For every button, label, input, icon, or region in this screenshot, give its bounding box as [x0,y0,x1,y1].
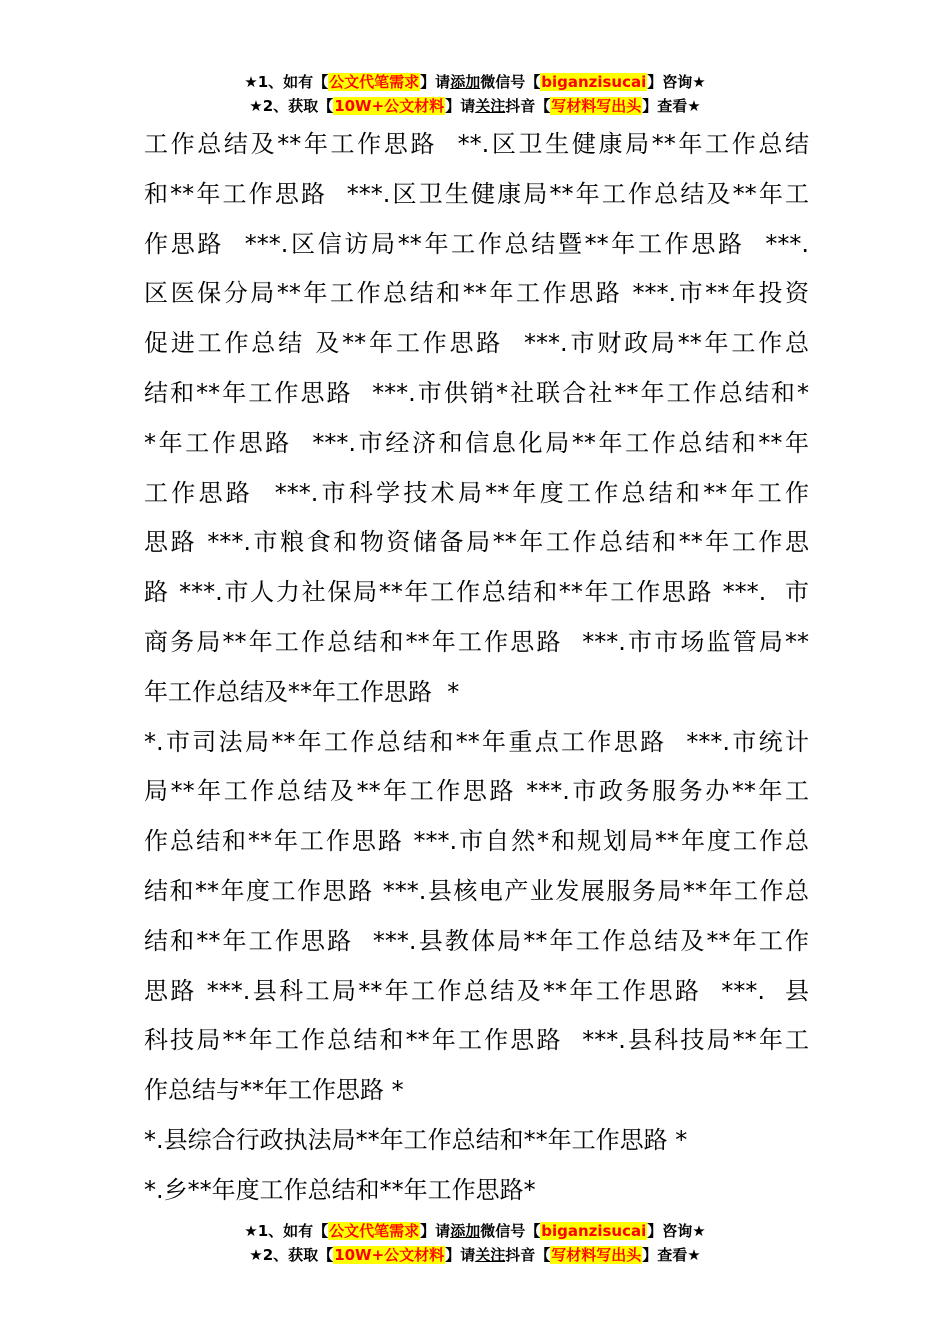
banner-underlined-text: 关注 [475,97,506,115]
body-line: 商务局**年工作总结和**年工作思路 ***.市市场监管局** [144,627,809,656]
highlight-wechat-id: biganzisucai [541,73,647,91]
body-line: *.乡**年度工作总结和**年工作思路* [144,1175,536,1204]
banner-text: 】请 [420,73,451,91]
banner-text: 抖音【 [505,97,551,115]
banner-text: ★2、获取【 [249,97,334,115]
banner-underlined-text: 添加 [450,73,481,91]
highlight-douyin-account: 写材料写出头 [551,1246,642,1264]
body-line: 促进工作总结 及**年工作思路 ***.市财政局**年工作总 [144,329,809,358]
highlight-service: 公文代笔需求 [329,1222,420,1240]
banner-text: ★2、获取【 [249,1246,334,1264]
highlight-wechat-id: biganzisucai [541,1222,647,1240]
body-line: *.市司法局**年工作总结和**年重点工作思路 ***.市统计 [144,727,809,756]
footer-banner-line-2 [0,1243,950,1267]
body-line: 作总结与**年工作思路 * [144,1076,404,1105]
banner-underlined-text: 添加 [450,1222,481,1240]
body-line: 区医保分局**年工作总结和**年工作思路 ***.市**年投资 [144,279,809,308]
banner-text: 抖音【 [505,1246,551,1264]
body-line: 思路 ***.市粮食和物资储备局**年工作总结和**年工作思 [144,528,809,557]
highlight-materials: 10W+公文材料 [334,1246,445,1264]
banner-text: 】咨询★ [647,1222,706,1240]
footer-banner-line-1 [0,1219,950,1243]
body-line: 路 ***.市人力社保局**年工作总结和**年工作思路 ***. 市 [144,578,809,607]
body-line: 结和**年工作思路 ***.县教体局**年工作总结及**年工作 [144,926,809,955]
body-line: *.县综合行政执法局**年工作总结和**年工作思路 * [144,1125,688,1154]
body-line: 结和**年工作思路 ***.市供销*社联合社**年工作总结和* [144,378,809,407]
highlight-douyin-account: 写材料写出头 [551,97,642,115]
banner-text: 微信号【 [480,1222,541,1240]
header-banner-line-1 [0,70,950,94]
banner-text: 】咨询★ [647,73,706,91]
banner-underlined-text: 关注 [475,1246,506,1264]
banner-text: 】请 [420,1222,451,1240]
document-body [144,120,809,1216]
banner-text: ★1、如有【 [244,73,329,91]
banner-text: 】请 [445,1246,476,1264]
banner-text: ★1、如有【 [244,1222,329,1240]
body-line: 局**年工作总结及**年工作思路 ***.市政务服务办**年工 [144,777,809,806]
body-line: 科技局**年工作总结和**年工作思路 ***.县科技局**年工 [144,1026,809,1055]
banner-text: 微信号【 [480,73,541,91]
body-line: 作总结和**年工作思路 ***.市自然*和规划局**年度工作总 [144,827,809,856]
body-line: 工作思路 ***.市科学技术局**年度工作总结和**年工作 [144,478,809,507]
body-line: 作思路 ***.区信访局**年工作总结暨**年工作思路 ***. [144,229,809,258]
banner-text: 】查看★ [642,1246,701,1264]
body-line: 思路 ***.县科工局**年工作总结及**年工作思路 ***. 县 [144,976,809,1005]
header-banner-line-2 [0,94,950,118]
body-line: *年工作思路 ***.市经济和信息化局**年工作总结和**年 [144,428,809,457]
header-banner [0,70,950,118]
body-line: 年工作总结及**年工作思路 * [144,677,460,706]
footer-banner [0,1219,950,1267]
body-line: 工作总结及**年工作思路 **.区卫生健康局**年工作总结 [144,130,809,158]
banner-text: 】请 [445,97,476,115]
highlight-materials: 10W+公文材料 [334,97,445,115]
body-line: 和**年工作思路 ***.区卫生健康局**年工作总结及**年工 [144,179,809,208]
banner-text: 】查看★ [642,97,701,115]
body-line: 结和**年度工作思路 ***.县核电产业发展服务局**年工作总 [144,876,809,905]
highlight-service: 公文代笔需求 [329,73,420,91]
